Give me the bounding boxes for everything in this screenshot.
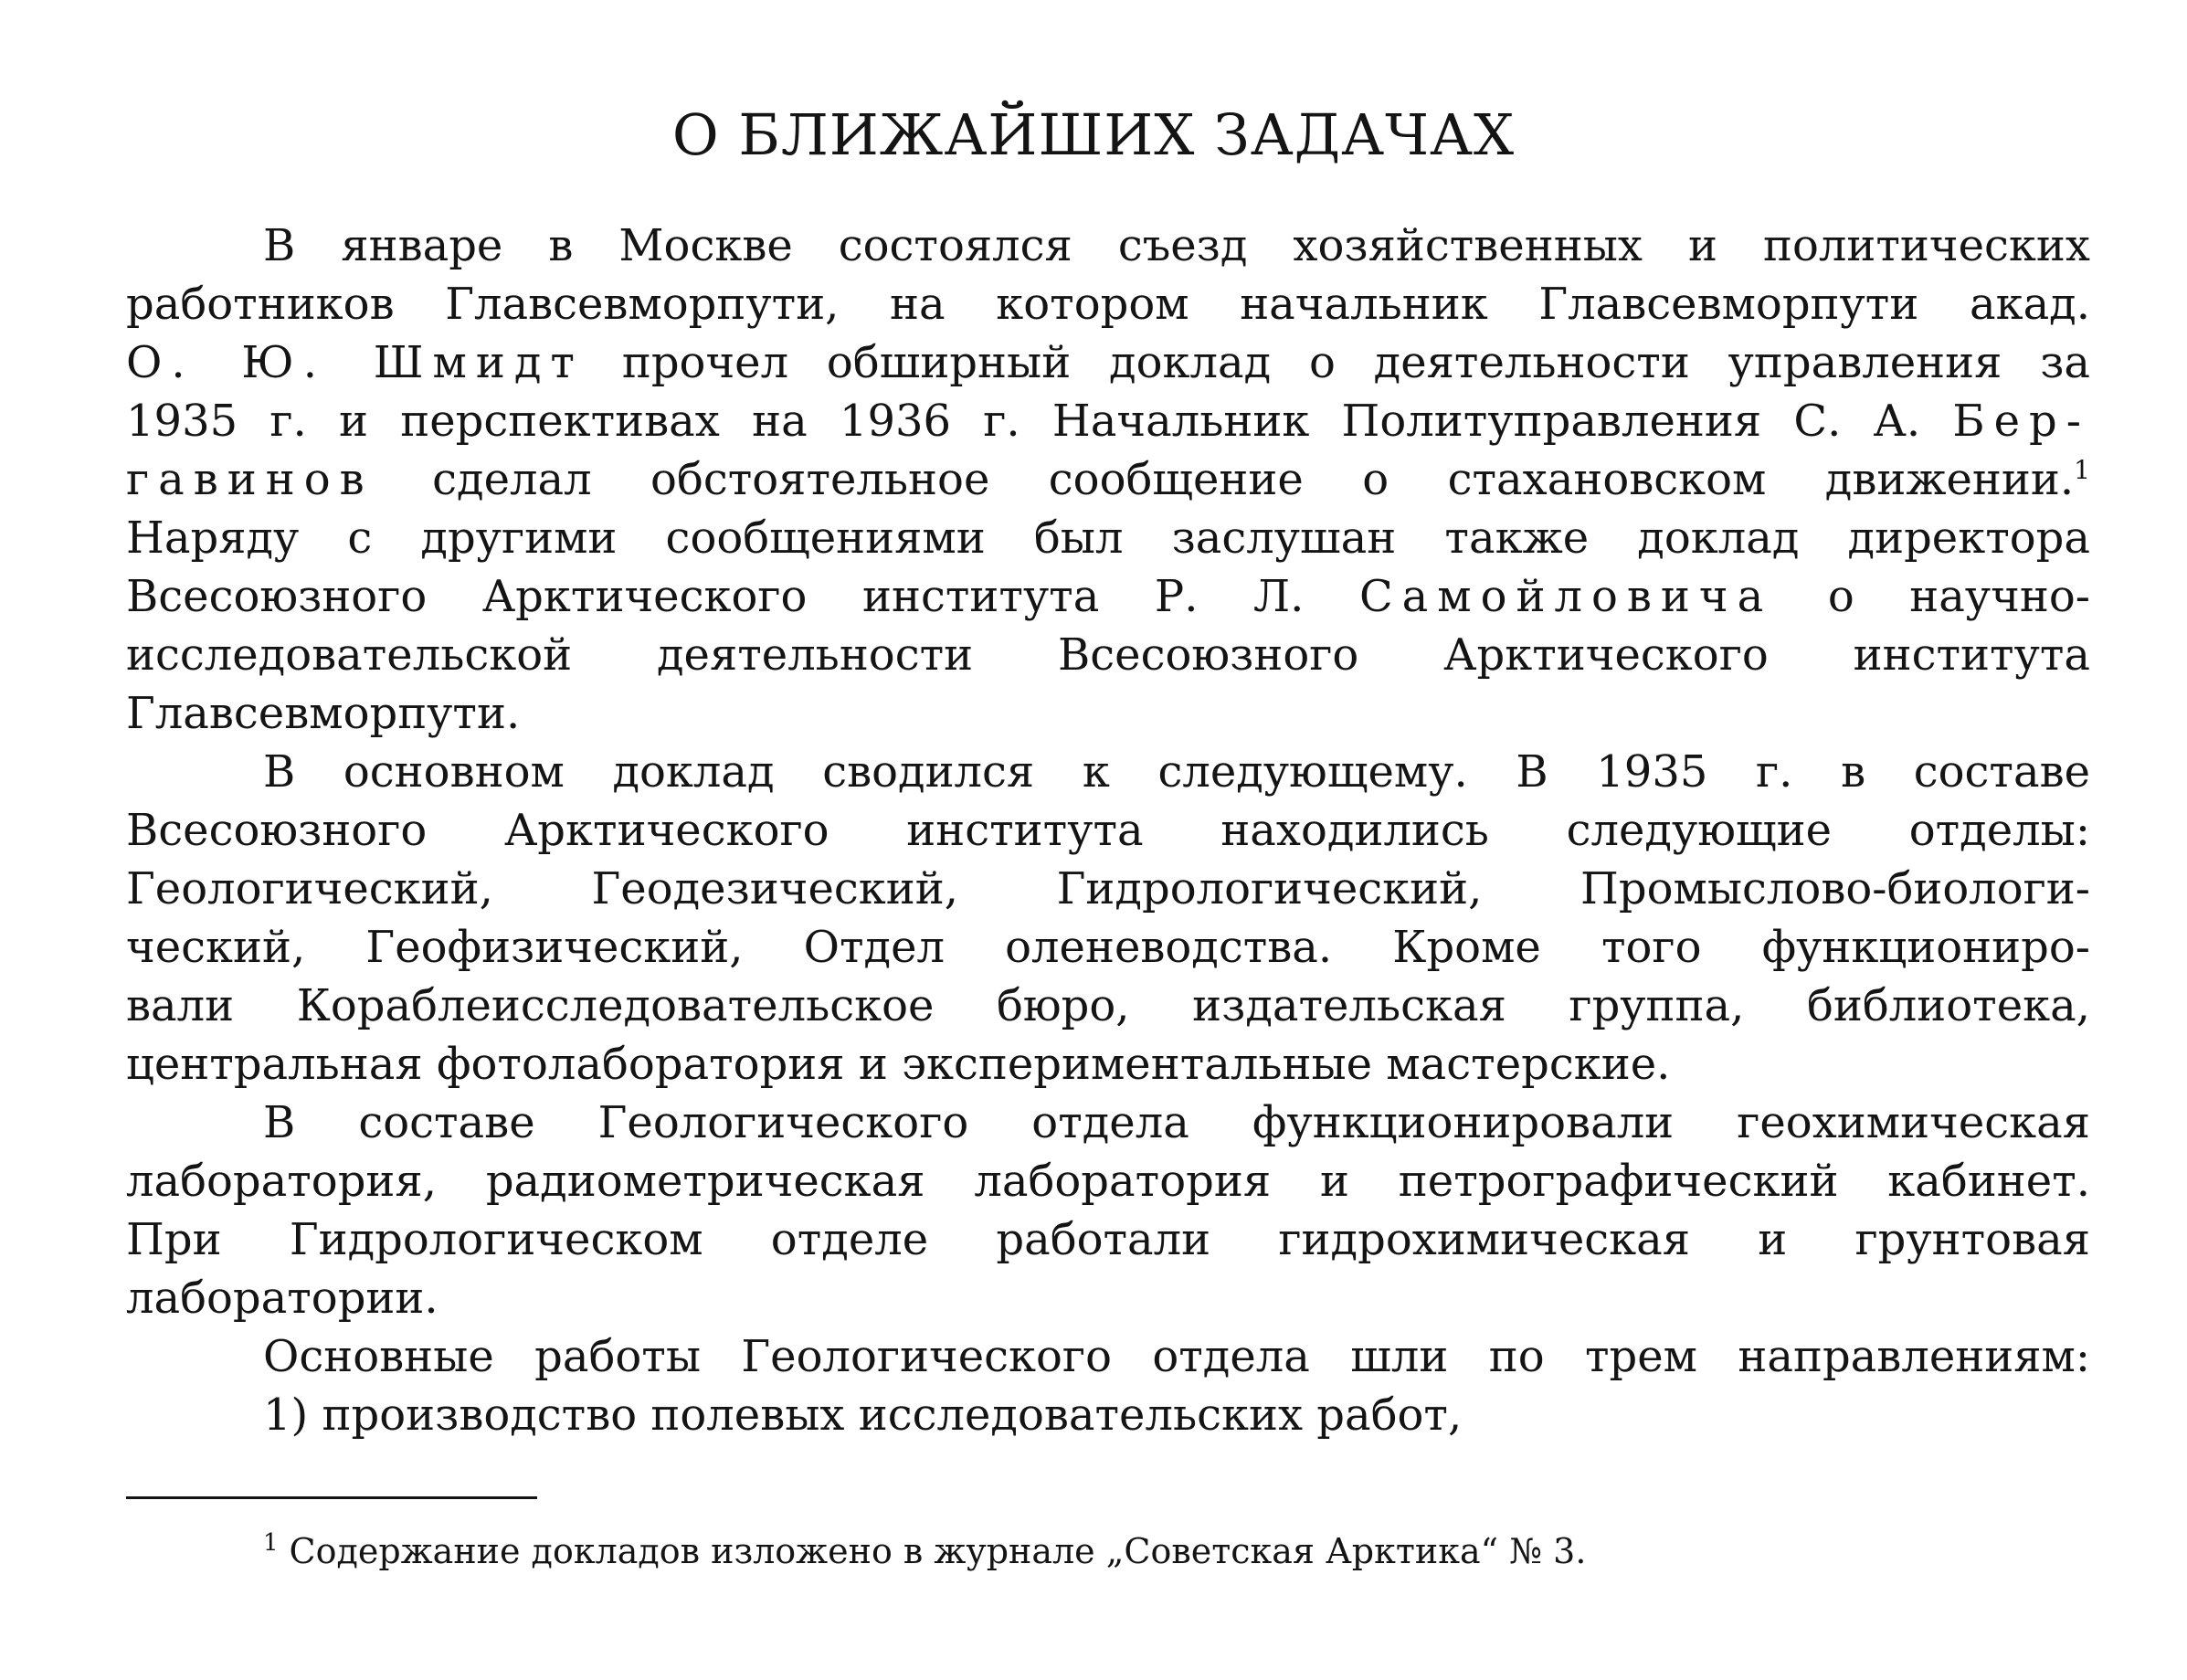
paragraph-1-line-7-rest: о научно-	[1827, 571, 2090, 622]
paragraph-2-line-2: Всесоюзного Арктического института находились следующие отделы:	[126, 805, 2090, 856]
paragraph-1-line-6: Наряду с другими сообщениями был заслушан также доклад директора	[126, 512, 2090, 564]
paragraph-1-line-4-text: 1935 г. и перспективах на 1936 г. Начальник Политуправления С. А.	[126, 396, 1921, 447]
paragraph-2-line-6: центральная фотолаборатория и экспериментальные мастерские.	[126, 1039, 1671, 1090]
footnote-text: Содержание докладов изложено в журнале „Советская Арктика“ № 3.	[289, 1531, 1587, 1571]
paragraph-2-line-3: Геологический, Геодезический, Гидрологический, Промыслово-биологи-	[126, 863, 2090, 914]
paragraph-4-line-1: Основные работы Геологического отдела шли по трем направлениям:	[263, 1331, 2090, 1382]
paragraph-3-line-1: В составе Геологического отдела функционировали геохимическая	[263, 1097, 2090, 1148]
paragraph-1-line-1: В январе в Москве состоялся съезд хозяйственных и политических	[263, 220, 2090, 271]
name-schmidt: О. Ю. Шмидт	[126, 337, 584, 388]
name-samoylovich: Самойловича	[1358, 571, 1773, 622]
body-text	[126, 217, 2090, 1444]
page-title: О БЛИЖАЙШИХ ЗАДАЧАХ	[671, 101, 1516, 168]
paragraph-3-line-4: лаборатории.	[126, 1273, 438, 1324]
paragraph-1-line-2: работников Главсевморпути, на котором начальник Главсевморпути акад.	[126, 279, 2090, 330]
footnote	[263, 1527, 1586, 1575]
footnote-number: 1	[263, 1529, 279, 1558]
name-bergavinov-part-2: гавинов	[126, 454, 374, 505]
paragraph-1-line-3	[126, 333, 2090, 392]
footnote-divider	[126, 1496, 537, 1499]
name-bergavinov-part-1: Бер-	[1952, 396, 2090, 447]
paragraph-3-line-3: При Гидрологическом отделе работали гидрохимическая и грунтовая	[126, 1214, 2090, 1265]
paragraph-5-line-1: 1) производство полевых исследовательских работ,	[263, 1389, 1463, 1441]
paragraph-1-line-7-text: Всесоюзного Арктического института Р. Л.	[126, 571, 1305, 622]
paragraph-1-line-9: Главсевморпути.	[126, 688, 521, 739]
paragraph-1-line-4	[126, 392, 2090, 450]
paragraph-1-line-8: исследовательской деятельности Всесоюзного Арктического института	[126, 629, 2090, 681]
paragraph-2-line-1: В основном доклад сводился к следующему. В 1935 г. в составе	[263, 746, 2090, 798]
paragraph-1-line-5-text: сделал обстоятельное сообщение о стахановском движении.	[432, 454, 2075, 505]
paragraph-1-line-5	[126, 450, 2090, 509]
paragraph-2-line-5: вали Кораблеисследовательское бюро, издательская группа, библиотека,	[126, 980, 2090, 1031]
paragraph-1-line-3-text: прочел обширный доклад о деятельности управления за	[621, 337, 2090, 388]
footnote-reference: 1	[2074, 455, 2090, 485]
paragraph-1-line-7	[126, 567, 2090, 626]
paragraph-2-line-4: ческий, Геофизический, Отдел оленеводства. Кроме того функциониро-	[126, 922, 2090, 973]
paragraph-3-line-2: лаборатория, радиометрическая лаборатория и петрографический кабинет.	[126, 1156, 2090, 1207]
